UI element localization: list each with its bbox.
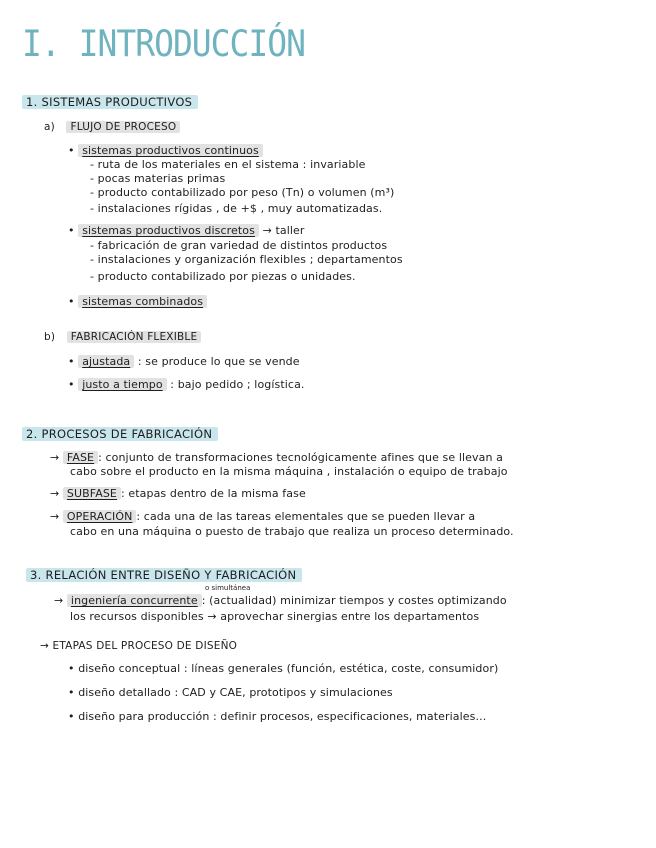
- page-title: I. INTRODUCCIÓN: [22, 22, 306, 65]
- subsection-b: b) FABRICACIÓN FLEXIBLE: [44, 331, 201, 343]
- continuos-item-4: - instalaciones rígidas , de +$ , muy automatizadas.: [90, 202, 383, 215]
- combinados-item: • sistemas combinados: [68, 295, 207, 308]
- ingenieria-item: → ingeniería concurrente : (actualidad) minimizar tiempos y costes optimizando: [54, 594, 507, 607]
- fase-item: → FASE : conjunto de transformaciones tecnológicamente afines que se llevan a: [50, 451, 503, 464]
- fase-item-cont: cabo sobre el producto en la misma máquina , instalación o equipo de trabajo: [70, 465, 508, 478]
- section-3-heading: 3. RELACIÓN ENTRE DISEÑO Y FABRICACIÓN: [26, 568, 302, 582]
- flexible-item-1: • ajustada : se produce lo que se vende: [68, 355, 300, 368]
- continuos-heading: • sistemas productivos continuos: [68, 144, 263, 157]
- etapas-heading: → ETAPAS DEL PROCESO DE DISEÑO: [40, 640, 238, 652]
- ingenieria-item-cont: los recursos disponibles → aprovechar sinergias entre los departamentos: [70, 610, 480, 623]
- discretos-item-3: - producto contabilizado por piezas o unidades.: [90, 270, 356, 283]
- flexible-item-2: • justo a tiempo : bajo pedido ; logística.: [68, 378, 305, 391]
- discretos-item-2: - instalaciones y organización flexibles ; departamentos: [90, 253, 403, 266]
- discretos-item-1: - fabricación de gran variedad de distintos productos: [90, 239, 388, 252]
- continuos-item-1: - ruta de los materiales en el sistema : invariable: [90, 158, 366, 171]
- operacion-item: → OPERACIÓN : cada una de las tareas elementales que se pueden llevar a: [50, 510, 476, 523]
- discretos-heading: • sistemas productivos discretos → taller: [68, 224, 305, 237]
- subsection-a: a) FLUJO DE PROCESO: [44, 121, 180, 133]
- subfase-item: → SUBFASE : etapas dentro de la misma fase: [50, 487, 306, 500]
- etapa-item-1: • diseño conceptual : líneas generales (función, estética, coste, consumidor): [68, 662, 499, 675]
- continuos-item-2: - pocas materias primas: [90, 172, 226, 185]
- section-1-heading: 1. SISTEMAS PRODUCTIVOS: [22, 95, 198, 109]
- etapa-item-3: • diseño para producción : definir procesos, especificaciones, materiales...: [68, 710, 487, 723]
- etapa-item-2: • diseño detallado : CAD y CAE, prototipos y simulaciones: [68, 686, 393, 699]
- continuos-item-3: - producto contabilizado por peso (Tn) o volumen (m³): [90, 186, 395, 199]
- section-2-heading: 2. PROCESOS DE FABRICACIÓN: [22, 427, 218, 441]
- operacion-item-cont: cabo en una máquina o puesto de trabajo que realiza un proceso determinado.: [70, 525, 514, 538]
- simultanea-note: o simultánea: [205, 584, 251, 592]
